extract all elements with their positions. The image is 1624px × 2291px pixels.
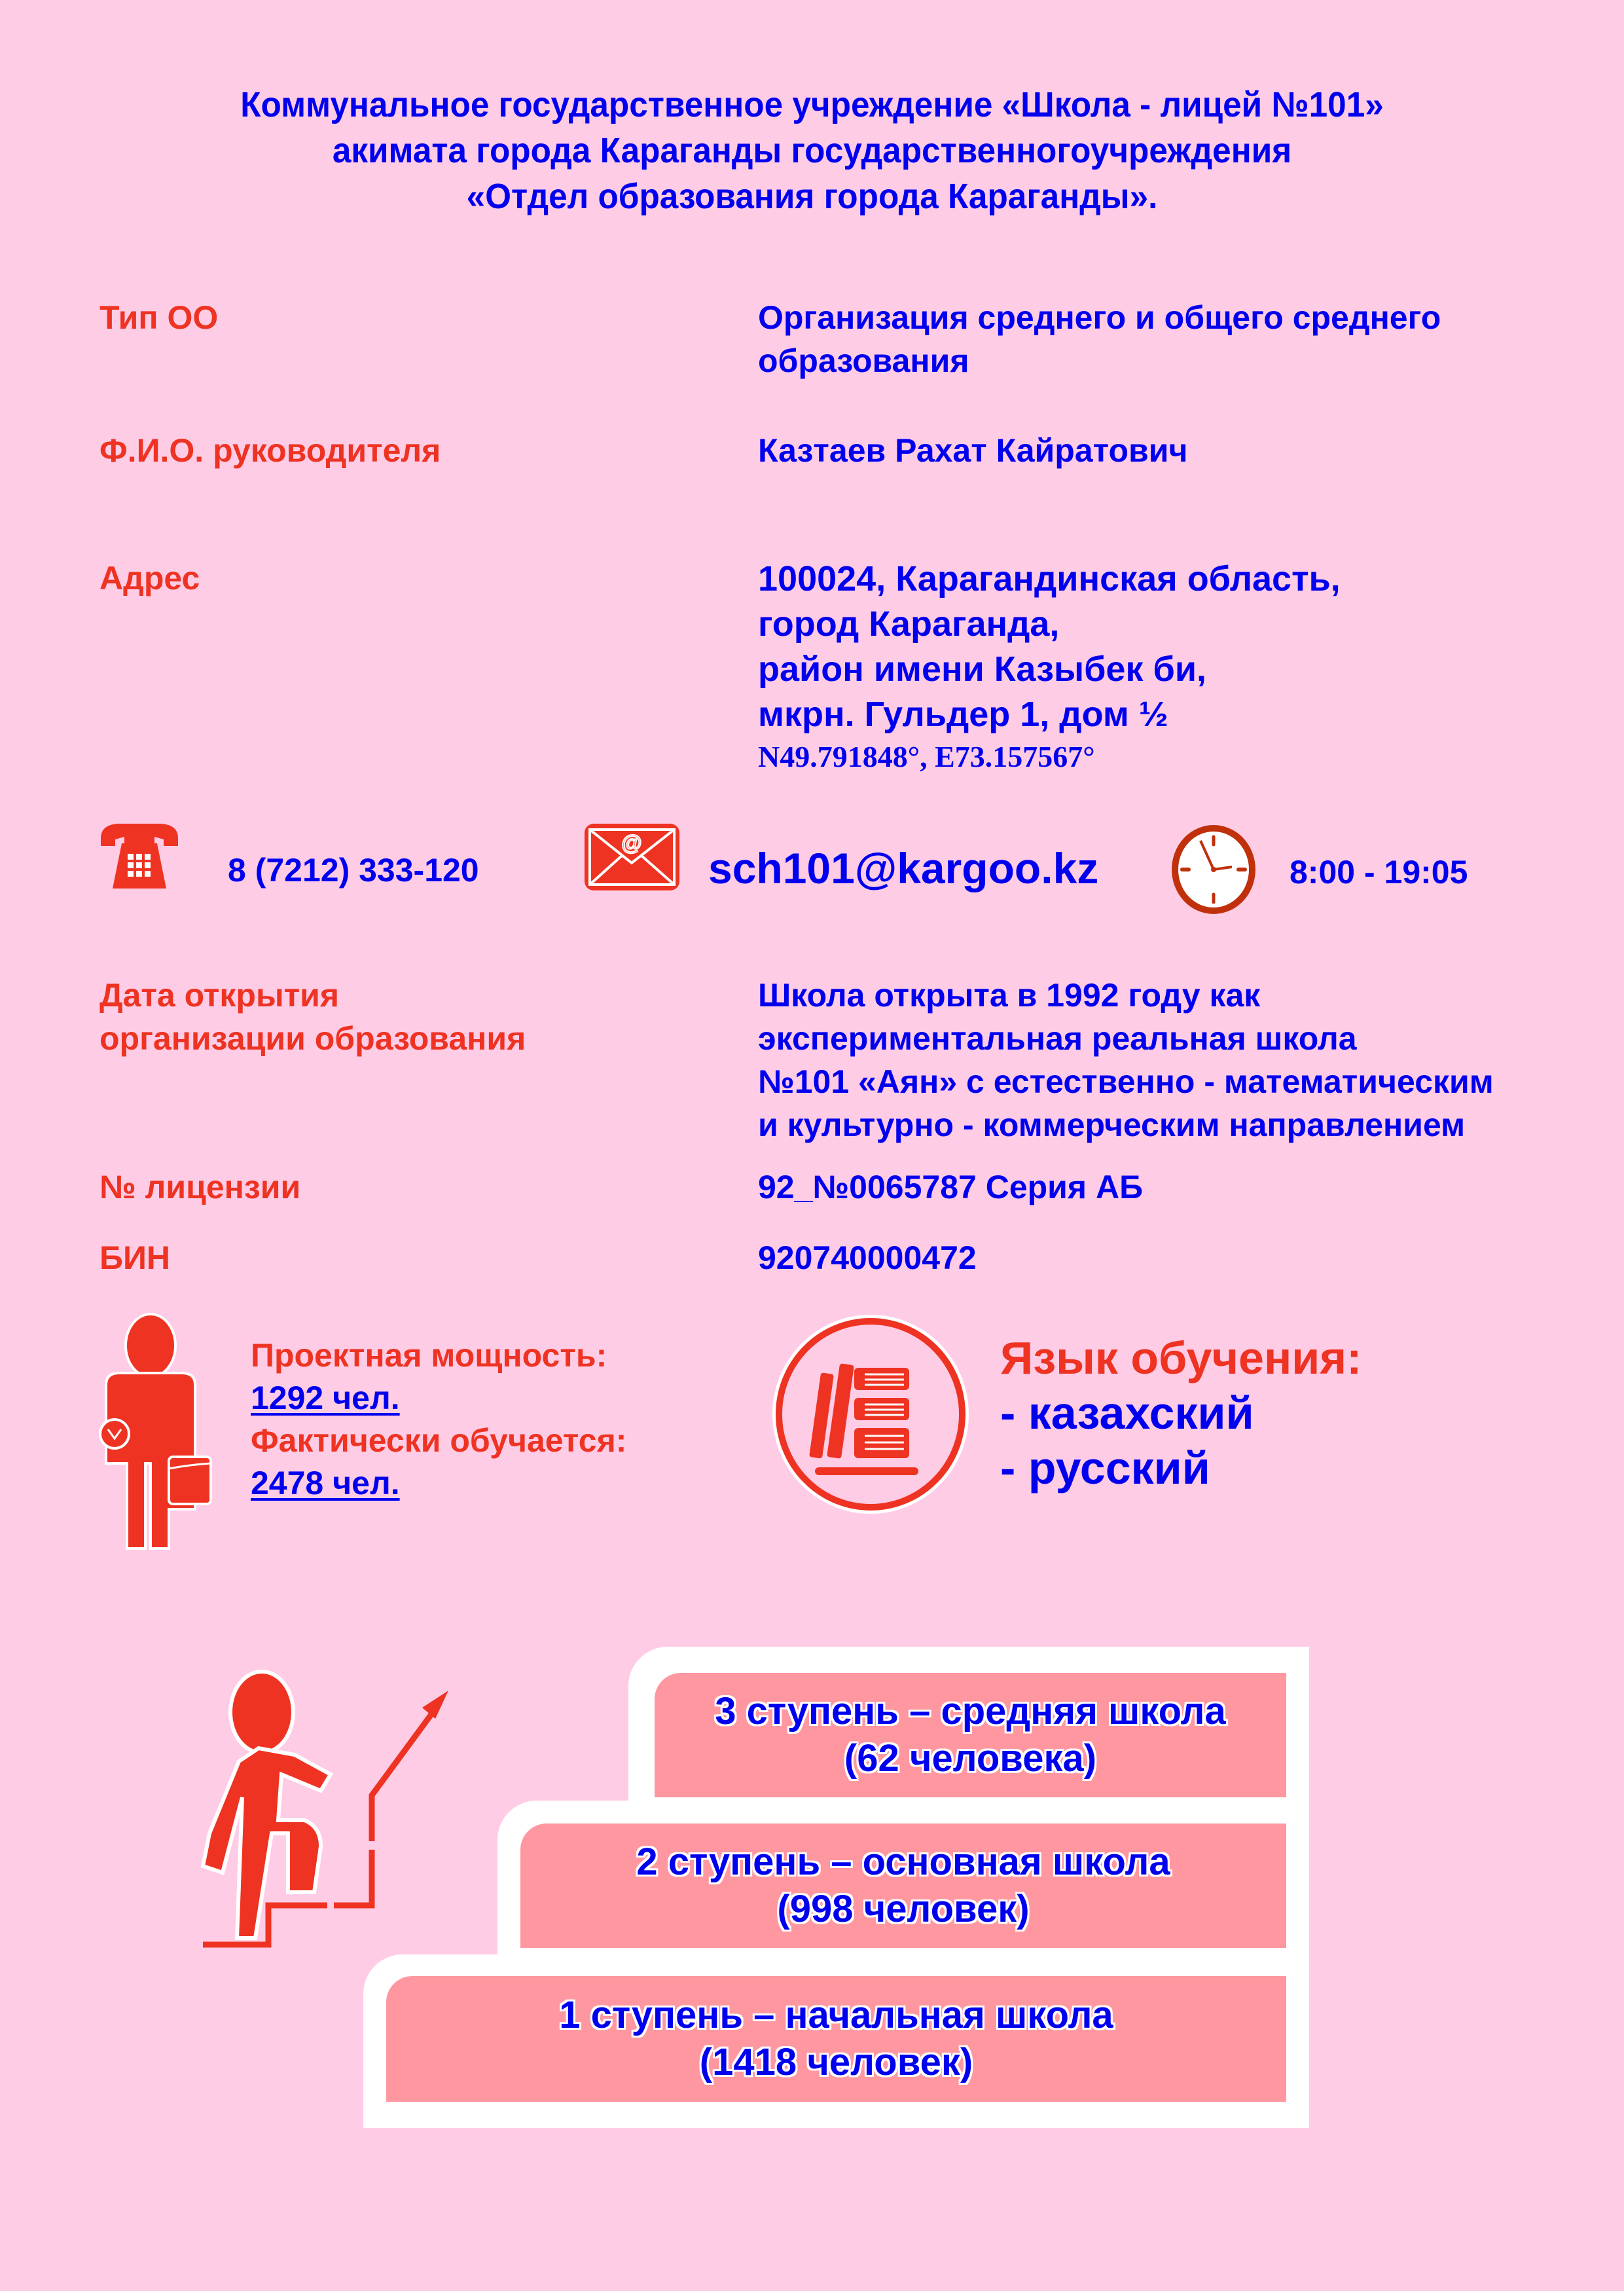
step-title: 1 ступень – начальная школа — [559, 1994, 1113, 2036]
step-3-secondary — [655, 1673, 1286, 1797]
books-icon — [769, 1313, 972, 1516]
opening-label-line: организации образования — [99, 1020, 526, 1057]
phone-number[interactable]: 8 (7212) 333-120 — [228, 852, 479, 889]
title-line: акимата города Караганды государственногоучреждения — [332, 131, 1292, 170]
address-line: 100024, Карагандинская область, — [758, 559, 1341, 598]
bin-value: 920740000472 — [758, 1239, 977, 1276]
capacity-block — [251, 1334, 626, 1505]
director-label: Ф.И.О. руководителя — [99, 432, 441, 469]
language-block — [1000, 1330, 1362, 1495]
step-title: 2 ступень – основная школа — [636, 1841, 1170, 1883]
actual-students-label: Фактически обучается: — [251, 1422, 627, 1459]
email-link[interactable]: sch101@kargoo.kz — [708, 844, 1099, 892]
step-1-primary — [386, 1976, 1286, 2102]
opening-value-line: Школа открыта в 1992 году как — [758, 977, 1261, 1014]
step-count: (62 человека) — [844, 1737, 1097, 1780]
opening-value-line: экспериментальная реальная школа — [758, 1020, 1357, 1057]
director-value: Казтаев Рахат Кайратович — [758, 432, 1188, 469]
language-item: - казахский — [1000, 1387, 1254, 1439]
svg-text:@: @ — [621, 831, 642, 854]
actual-students-value: 2478 чел. — [251, 1465, 400, 1501]
step-2-basic — [520, 1824, 1286, 1948]
title-line: Коммунальное государственное учреждение «Школа - лицей №101» — [240, 85, 1384, 124]
language-item: - русский — [1000, 1442, 1210, 1494]
opening-label-line: Дата открытия — [99, 977, 340, 1014]
type-label: Тип ОО — [99, 299, 219, 336]
address-value — [758, 557, 1341, 777]
address-line: мкрн. Гульдер 1, дом ½ — [758, 695, 1168, 734]
envelope-at-icon — [585, 824, 679, 890]
design-capacity-label: Проектная мощность: — [251, 1337, 607, 1374]
opening-label — [99, 974, 526, 1060]
type-value-line: Организация среднего и общего среднего — [758, 299, 1441, 336]
type-value — [758, 296, 1441, 382]
language-title: Язык обучения: — [1000, 1332, 1362, 1384]
address-label: Адрес — [99, 560, 200, 596]
opening-value-line: и культурно - коммерческим направлением — [758, 1107, 1466, 1143]
working-hours: 8:00 - 19:05 — [1290, 854, 1468, 890]
license-label: № лицензии — [99, 1169, 301, 1205]
bin-label: БИН — [99, 1239, 170, 1276]
license-value: 92_№0065787 Серия АБ — [758, 1169, 1144, 1205]
address-line: район имени Казыбек би, — [758, 650, 1207, 689]
businessman-icon — [98, 1313, 255, 1552]
address-line: город Караганда, — [758, 604, 1060, 644]
title-line: «Отдел образования города Караганды». — [466, 177, 1158, 216]
page-title — [41, 82, 1583, 219]
opening-value-line: №101 «Аян» с естественно - математическим — [758, 1063, 1494, 1100]
step-count: (998 человек) — [777, 1888, 1030, 1930]
step-count: (1418 человек) — [699, 2041, 973, 2083]
telephone-icon — [98, 820, 181, 889]
address-coordinates: N49.791848°, E73.157567° — [758, 740, 1095, 773]
design-capacity-value: 1292 чел. — [251, 1380, 400, 1416]
opening-value — [758, 974, 1494, 1146]
type-value-line: образования — [758, 342, 969, 379]
step-title: 3 ступень – средняя школа — [715, 1690, 1226, 1732]
clock-icon — [1169, 824, 1258, 915]
